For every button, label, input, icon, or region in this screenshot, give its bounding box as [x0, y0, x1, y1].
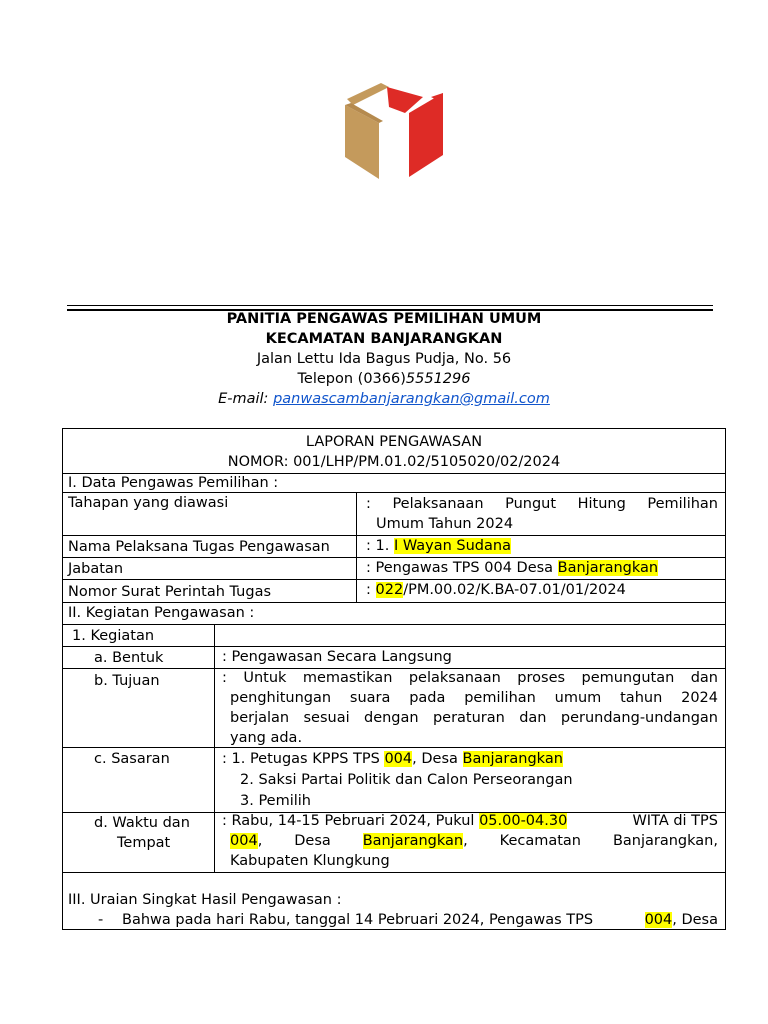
waktu-time-highlight: 05.00-04.30 — [479, 813, 568, 829]
sasaran-label: c. Sasaran — [94, 751, 170, 767]
report-title: LAPORAN PENGAWASAN — [305, 434, 483, 450]
header-rule-thin — [67, 305, 713, 306]
sasaran-tps-highlight: 004 — [384, 751, 413, 767]
jabatan-label: Jabatan — [68, 561, 124, 577]
tujuan-line3: berjalan sesuai dengan peraturan dan perundang-undangan — [230, 710, 718, 726]
waktu-label-2: Tempat — [117, 835, 171, 851]
sasaran-item-3: 3. Pemilih — [240, 793, 311, 809]
bawaslu-logo — [343, 83, 447, 179]
nama-highlight: I Wayan Sudana — [393, 538, 511, 554]
org-subname: KECAMATAN BANJARANGKAN — [265, 331, 503, 347]
waktu-line3: Kabupaten Klungkung — [230, 853, 390, 869]
phone-label: Telepon (0366) — [297, 371, 406, 387]
sasaran-item-2: 2. Saksi Partai Politik dan Calon Perseorangan — [240, 772, 573, 788]
waktu-label-1: d. Waktu dan — [94, 815, 190, 831]
kegiatan-label: 1. Kegiatan — [72, 628, 155, 644]
org-email — [0, 389, 768, 409]
tujuan-line1: : Untuk memastikan pelaksanaan proses pemungutan dan — [222, 670, 718, 686]
bentuk-value: : Pengawasan Secara Langsung — [222, 649, 452, 665]
org-phone — [0, 369, 768, 389]
nama-label: Nama Pelaksana Tugas Pengawasan — [68, 539, 330, 555]
section-3-title: III. Uraian Singkat Hasil Pengawasan : — [68, 892, 342, 908]
org-name: PANITIA PENGAWAS PEMILIHAN UMUM — [226, 311, 542, 327]
uraian-tps-highlight: 004 — [644, 912, 673, 928]
email-link[interactable]: panwascambanjarangkan@gmail.com — [273, 391, 550, 407]
sasaran-desa-highlight: Banjarangkan — [462, 751, 563, 767]
nama-value: : 1. I Wayan Sudana — [366, 538, 511, 554]
report-number: NOMOR: 001/LHP/PM.01.02/5105020/02/2024 — [227, 454, 561, 470]
tahapan-label: Tahapan yang diawasi — [68, 495, 229, 511]
jabatan-desa-highlight: Banjarangkan — [557, 560, 659, 576]
tujuan-line4: yang ada. — [230, 730, 303, 746]
bentuk-label: a. Bentuk — [94, 650, 164, 666]
surat-value: : 022/PM.00.02/K.BA-07.01/01/2024 — [366, 582, 626, 598]
surat-number-highlight: 022 — [375, 582, 404, 598]
uraian-bullet: - — [98, 912, 104, 928]
jabatan-value: : Pengawas TPS 004 Desa Banjarangkan — [366, 560, 659, 576]
tahapan-value-line2: Umum Tahun 2024 — [376, 516, 514, 532]
waktu-line2: 004, Desa Banjarangkan, Kecamatan Banjarangkan, — [230, 833, 718, 849]
section-1-title: I. Data Pengawas Pemilihan : — [68, 475, 279, 491]
waktu-desa-highlight: Banjarangkan — [362, 833, 464, 849]
tujuan-line2: penghitungan suara pada pemilihan umum tahun 2024 — [230, 690, 718, 706]
sasaran-item-1: : 1. Petugas KPPS TPS 004, Desa Banjarangkan — [222, 751, 563, 767]
org-address: Jalan Lettu Ida Bagus Pudja, No. 56 — [256, 351, 512, 367]
uraian-line1: Bahwa pada hari Rabu, tanggal 14 Pebruari 2024, Pengawas TPS 004, Desa — [122, 912, 718, 928]
tahapan-value-line1: : Pelaksanaan Pungut Hitung Pemilihan — [366, 496, 718, 512]
email-label: E-mail: — [218, 391, 269, 407]
phone-number: 5551296 — [405, 371, 471, 387]
waktu-line1: : Rabu, 14-15 Pebruari 2024, Pukul 05.00-04.30 WITA di TPS — [222, 813, 718, 829]
surat-label: Nomor Surat Perintah Tugas — [68, 584, 272, 600]
section-2-title: II. Kegiatan Pengawasan : — [68, 605, 255, 621]
tujuan-label: b. Tujuan — [94, 673, 160, 689]
waktu-tps-highlight: 004 — [230, 833, 258, 849]
